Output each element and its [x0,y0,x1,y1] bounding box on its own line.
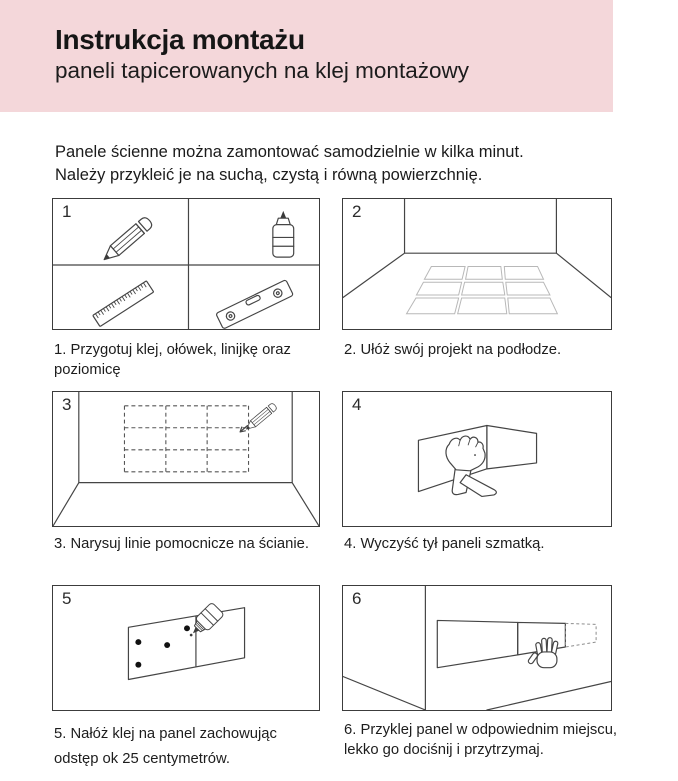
step-6-caption: 6. Przyklej panel w odpowiednim miejscu, lekko go dociśnij i przytrzymaj. [344,722,618,758]
glue-dots-icon [135,625,190,667]
step-5-caption: 5. Nałóż klej na panel zachowując odstęp ok 25 centymetrów. [54,726,277,767]
step-3-number: 3 [62,395,72,414]
step-4-figure [342,391,612,527]
clean-panels-illustration [343,392,611,526]
floor-layout-illustration [343,199,611,329]
panels-icon [437,620,596,667]
floor-panels-grid-icon [407,266,558,313]
step-4-number: 4 [352,395,362,414]
dashed-wall-grid-icon [124,406,248,472]
step-3-figure [52,391,320,527]
page-title: Instrukcja montażu [55,24,305,55]
step-2-figure [342,198,612,330]
step-2-caption: 2. Ułóż swój projekt na podłodze. [344,342,562,358]
step-4-caption: 4. Wyczyść tył paneli szmatką. [344,536,545,552]
glue-bottle-icon [184,602,224,642]
glue-application-illustration [53,586,319,710]
step-5-figure [52,585,320,711]
intro-line-1: Panele ścienne można zamontować samodzielnie w kilka minut. [55,142,524,161]
step-3-caption: 3. Narysuj linie pomocnicze na ścianie. [54,536,309,552]
step-2-number: 2 [352,202,362,221]
pencil-icon [100,216,154,265]
room-perspective-icon [53,392,319,526]
step-6-number: 6 [352,589,362,608]
spirit-level-icon [216,280,294,329]
intro-line-2: Należy przykleić je na suchą, czystą i równą powierzchnię. [55,165,483,184]
press-panel-illustration [343,586,611,710]
page-subtitle: paneli tapicerowanych na klej montażowy [55,58,469,83]
intro-text [55,141,524,187]
step-1-number: 1 [62,202,72,221]
step-1-caption: 1. Przygotuj klej, ołówek, linijkę oraz poziomicę [54,342,291,378]
step-6-figure [342,585,612,711]
wall-corner-icon [343,586,611,710]
wall-grid-illustration [53,392,319,526]
header-banner [0,0,613,112]
tools-illustration [53,199,319,329]
ruler-icon [93,281,154,327]
hand-with-cloth-icon [446,436,496,496]
panel-icon [128,608,244,680]
glue-bottle-icon [273,211,294,257]
step-1-figure [52,198,320,330]
step-5-number: 5 [62,589,72,608]
